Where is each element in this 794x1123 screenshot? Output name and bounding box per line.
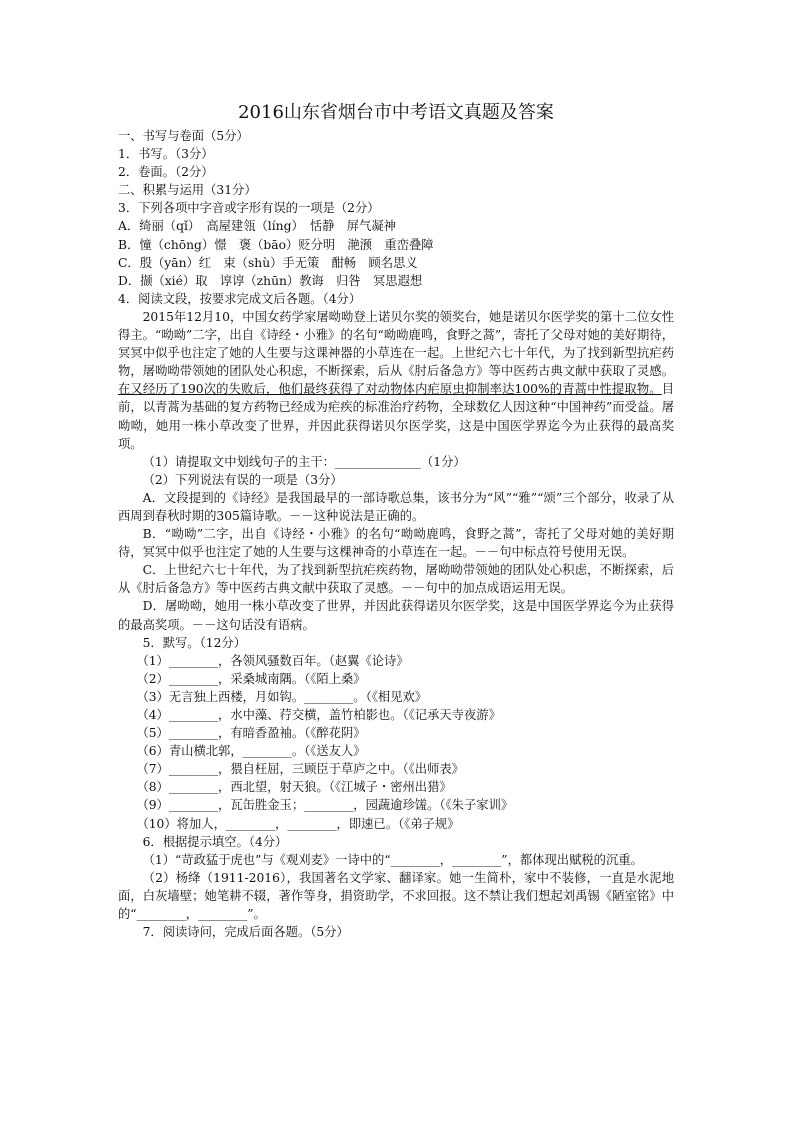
dictation-3: （3）无言独上西楼，月如钩。________。（《相见欢》 — [136, 689, 428, 704]
question-4: 4．阅读文段，按要求完成文后各题。（4分） — [118, 291, 362, 306]
fill-in-2: （2）杨绛（1911-2016），我国著名文学家、翻译家。她一生简朴，家中不装修，一直是水泥地面，白灰墙壁；她笔耕不辍，著作等身，捐资助学，不求回报。这不禁让我们想起刘禹锡《陋室铭》中的“________，________”。 — [118, 870, 674, 922]
dictation-10: （10）将加人，________，________，即速已。（《弟子规》 — [136, 816, 460, 831]
subquestion-4-2-d: D．屠呦呦，她用一株小草改变了世界，并因此获得诺贝尔医学奖，这是中国医学界迄今为止获得的最高奖项。－－这句话没有语病。 — [118, 599, 674, 632]
question-3: 3．下列各项中字音或字形有误的一项是（2分） — [118, 201, 380, 216]
dictation-8: （8）________，西北望，射天狼。（《江城子・密州出猎》 — [136, 780, 452, 795]
dictation-7: （7）________，猥自枉屈，三顾臣于草庐之中。（《出师表》 — [136, 762, 464, 777]
dictation-1: （1）________，各领风骚数百年。（赵翼《论诗》 — [136, 653, 409, 668]
dictation-9: （9）________，瓦缶胜金玉；________，园蔬逾珍馐。（《朱子家训》 — [136, 798, 514, 813]
dictation-6: （6）青山横北郭，________。（《送友人》 — [136, 744, 366, 759]
subquestion-4-2-a: A．文段提到的《诗经》是我国最早的一部诗歌总集，该书分为“风”“雅”“颂”三个部分，收录了从西周到春秋时期的305篇诗歌。－－这种说法是正确的。 — [118, 490, 674, 523]
underlined-sentence: 在又经历了190次的失败后，他们最终获得了对动物体内疟原虫抑制率达100%的青蒿中性提取物。 — [118, 382, 662, 397]
dictation-2: （2）________，采桑城南隅。（《陌上桑》 — [136, 671, 366, 686]
question-2: 2．卷面。（2分） — [118, 165, 214, 180]
page-title: 2016山东省烟台市中考语文真题及答案 — [238, 102, 554, 123]
question-5: 5．默写。（12分） — [142, 635, 246, 650]
subquestion-4-2-c: C．上世纪六七十年代，为了找到新型抗疟疾药物，屠呦呦带领她的团队处心积虑，不断探索，后从《肘后备急方》等中医药古典文献中获取了灵感。－－句中的加点成语运用无误。 — [118, 563, 674, 596]
subquestion-4-2-b: B．“呦呦”二字，出自《诗经・小雅》的名句“呦呦鹿鸣，食野之蒿”，寄托了父母对她的美好期待，冥冥中似乎也注定了她的人生要与这棵神奇的小草连在一起。－－句中标点符号使用无误。 — [118, 527, 674, 560]
question-1: 1．书写。（3分） — [118, 147, 214, 162]
fill-in-1: （1）“苛政猛于虎也”与《观刈麦》一诗中的“________，________”，都体现出赋税的沉重。 — [142, 852, 643, 867]
dictation-5: （5）________，有暗香盈袖。（《醉花阴》 — [136, 726, 366, 741]
option-d: D．撷（xié）取 谆谆（zhūn）教诲 归咎 冥思遐想 — [118, 273, 423, 288]
passage-text-1: 2015年12月10，中国女药学家屠呦呦登上诺贝尔奖的领奖台，她是诺贝尔医学奖的第十二位女性得主。“呦呦”二字，出自《诗经・小雅》的名句“呦呦鹿鸣，食野之蒿”，寄托了父母对她的美好期待，冥冥中似乎也注定了她的人生要与这课神器的小草连在一起。上世纪六七十年代，为了找到新型抗疟药物，屠呦呦带领她的团队处心积虑，不断探索，后从《肘后备急方》等中医药古典文献中获取了灵感。 — [118, 309, 674, 379]
passage-text-2: 目前，以青蒿为基础的复方药物已经成为疟疾的标准治疗药物，全球数亿人因这种“中国神药”而受益。屠呦呦，她用一株小草改变了世界，并因此获得诺贝尔医学奖，这是中国医学界迄今为止获得的最高奖项。 — [118, 382, 674, 451]
reading-passage — [118, 308, 674, 453]
section-heading-2: 二、积累与运用（31分） — [118, 183, 257, 198]
subquestion-4-2: （2）下列说法有误的一项是（3分） — [142, 472, 343, 487]
question-7: 7．阅读诗问，完成后面各题。（5分） — [142, 925, 349, 940]
option-c: C．殷（yān）红 束（shù）手无策 酣畅 顾名思义 — [118, 255, 418, 270]
section-heading-1: 一、书写与卷面（5分） — [118, 129, 249, 143]
exam-page — [118, 100, 674, 941]
option-b: B．憧（chōng）憬 褒（bāo）贬分明 滟滪 重峦叠障 — [118, 237, 434, 252]
option-a: A．绮丽（qǐ） 高屋建瓴（líng） 恬静 屏气凝神 — [118, 219, 396, 234]
dictation-4: （4）________，水中藻、荇交横，盖竹柏影也。（《记承天寺夜游》 — [136, 708, 501, 722]
subquestion-4-1: （1）请提取文中划线句子的主干：______________（1分） — [142, 454, 466, 469]
question-6: 6．根据提示填空。（4分） — [142, 834, 288, 849]
